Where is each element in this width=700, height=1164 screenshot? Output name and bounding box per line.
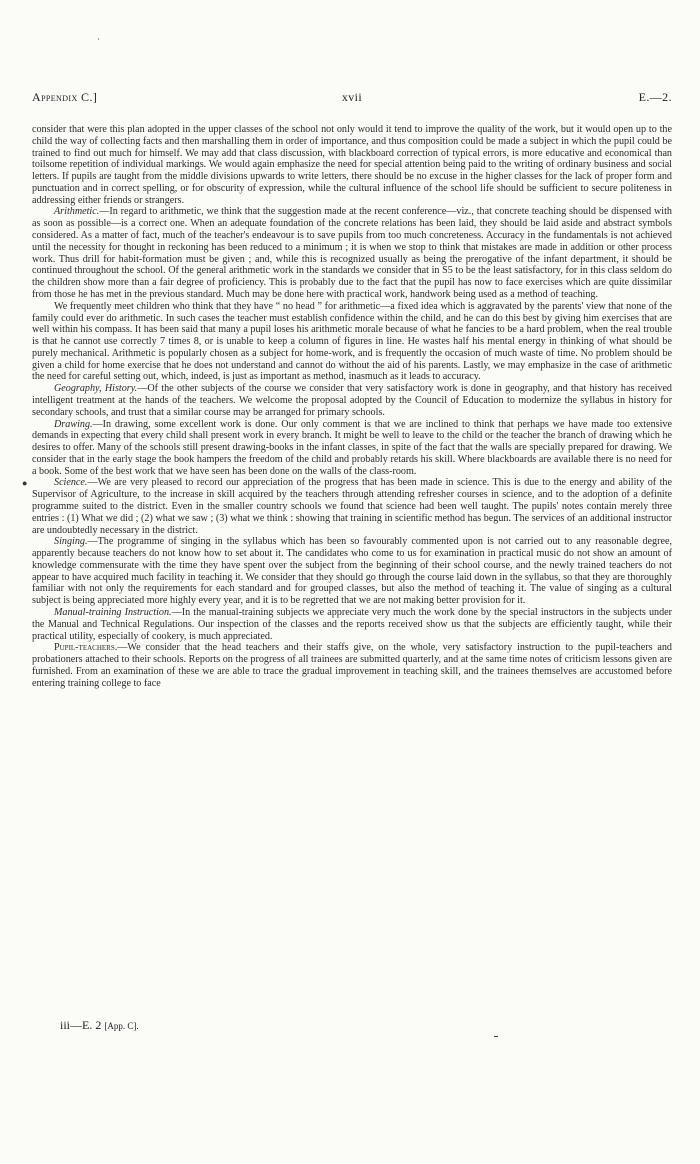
document-body <box>32 124 672 690</box>
running-header <box>32 90 672 106</box>
paragraph-arithmetic: Arithmetic.—In regard to arithmetic, we think that the suggestion made at the recent conference—viz., that concrete teaching should be dispensed with as soon as possible—is a correct one. When an adequate foundation of the concrete relations has been laid, they should be laid aside and abstract symbols considered. As a matter of fact, much of the teacher's endeavour is to save pupils from too much concreteness. Accuracy in the fundamentals is not achieved until the necessity for thought in reckoning has been reduced to a minimum ; it is when we stop to think that mistakes are made in addition or other process work. Thus drill for habit-formation must be given ; and, while this is recognized usually as being the prerogative of the infant department, it should be continued throughout the school. Of the general arithmetic work in the standards we consider that in S5 to be the least satisfactory, for in this class seldom do the children show more than a fair degree of proficiency. This is probably due to the fact that the pupil has now to face exercises which are quite dissimilar from those he has met in the previous standard. Much may be done here with practical work, handwork being used as a method of teaching. <box>32 206 672 300</box>
section-heading-geography-history: Geography, History. <box>54 383 138 395</box>
section-heading-singing: Singing. <box>54 536 88 548</box>
paragraph-science: Science.—We are very pleased to record our appreciation of the progress that has been made in science. This is due to the energy and ability of the Supervisor of Agriculture, to the increase in skill acquired by the teachers through attending refresher courses in science, and to the adoption of a definite programme suited to the district. Even in the smaller country schools we found that science had been well taught. The pupils' notes contain merely three entries : (1) What we did ; (2) what we saw ; (3) what we think : showing that training in scientific method has begun. The services of an additional instructor are undoubtedly necessary in the district. <box>32 477 672 536</box>
section-heading-manual-training: Manual-training Instruction. <box>54 607 172 619</box>
section-heading-drawing: Drawing. <box>54 418 93 430</box>
page-speck <box>98 38 99 40</box>
paragraph-no-head: We frequently meet children who think that they have “ no head ” for arithmetic—a fixed idea which is aggravated by the parents' view that none of the family could ever do arithmetic. In such cases the teacher must establish confidence within the child, and he can do this best by giving him exercises that are well within his compass. It has been said that many a pupil loses his arithmetic morale because of what he fancies to be a hard problem, when the real trouble is that he cannot use correctly 7 times 8, or is unable to keep a column of figures in line. He wastes half his mental energy in thinking of what should be purely mechanical. Arithmetic is popularly chosen as a subject for home-work, and is frequently the occasion of much waste of time. No problem should be given a child for home exercise that he does not understand and cannot do without the aid of his parents. Lastly, we may emphasize in the case of arithmetic the need for careful setting out, which, indeed, is just as important as method, inasmuch as it leads to accuracy. <box>32 300 672 383</box>
section-heading-science: Science. <box>54 477 88 489</box>
header-left: Appendix C.] <box>32 90 98 104</box>
paragraph-singing: Singing.—The programme of singing in the syllabus which has been so favourably commented upon is not carried out to any reasonable degree, apparently because teachers do not know how to set about it. The candidates who come to us for examination in practical music do not show an amount of knowledge commensurate with the time they have spent over the subject from the beginning of their school course, and the newly trained teachers do not appear to have acquired much facility in teaching it. We consider that they should go through the course laid down in the syllabus, so that they are thoroughly familiar with not only the requirements for each standard and for grouped classes, but also the method of teaching it. The value of singing as a cultural subject is being appreciated more highly every year, and it is to be regretted that we are not making better provision for it. <box>32 536 672 607</box>
page-number: xvii <box>341 90 363 104</box>
signature-appendix: [App. C]. <box>104 1021 139 1031</box>
section-heading-arithmetic: Arithmetic. <box>54 206 100 218</box>
paragraph-composition: consider that were this plan adopted in the upper classes of the school not only would it tend to improve the quality of the work, but it would open up to the child the way of collecting facts and then marshalling them in order of importance, and thus composition could be made a subject in which the pupil could be trained to find out much for himself. We may add that class discussion, with blackboard correction of typical errors, is more educative and economical than toilsome repetition of individual markings. We would again emphasize the need for special attention being paid to the writing of ordinary business and social letters. If pupils are taught from the middle divisions upwards to write letters, there should be no excuse in the higher classes for the lack of proper form and punctuation and in correct spelling, or for obscurity of expression, while the cultural influence of the school life should be sufficient to secure politeness in addressing either friends or strangers. <box>32 124 672 206</box>
page-mark <box>494 1036 498 1037</box>
signature-mark: iii—E. 2 <box>60 1018 102 1032</box>
paragraph-pupil-teachers: Pupil-teachers.—We consider that the head teachers and their staffs give, on the whole, very satisfactory instruction to the pupil-teachers and probationers attached to their schools. Reports on the progress of all trainees are submitted quarterly, and at the same time notes of criticism lessons given are furnished. From an examination of these we are able to trace the gradual improvement in teaching skill, and the trainees themselves are accustomed before entering training college to face <box>32 642 672 689</box>
signature-line <box>60 1018 139 1033</box>
paragraph-manual-training: Manual-training Instruction.—In the manual-training subjects we appreciate very much the work done by the special instructors in the subjects under the Manual and Technical Regulations. Our inspection of the classes and the reports received show us that the subjects are efficiently taught, while their practical utility, especially of cookery, is much appreciated. <box>32 607 672 642</box>
margin-dot: ● <box>22 478 28 488</box>
paragraph-geography-history: Geography, History.—Of the other subjects of the course we consider that very satisfactory work is done in geography, and that history has received intelligent treatment at the hands of the teachers. We welcome the proposal adopted by the Council of Education to modernize the syllabus in history for secondary schools, and trust that a similar course may be arranged for primary schools. <box>32 383 672 418</box>
section-heading-pupil-teachers: Pupil-teachers. <box>54 642 118 654</box>
paragraph-drawing: Drawing.—In drawing, some excellent work is done. Our only comment is that we are inclined to think that perhaps we have made too extensive demands in expecting that every child shall present work in every branch. It might be well to leave to the child or the teacher the branch of drawing which he desires to offer. Many of the schools still present drawing-books in the infant classes, in spite of the fact that the walls are specially prepared for drawing. We consider that in the early stage the book hampers the freedom of the child and probably retards his skill. Where blackboards are available there is no need for a book. Some of the best work that we have seen has been done on the walls of the class-room. <box>32 418 672 477</box>
header-right: E.—2. <box>638 90 672 104</box>
